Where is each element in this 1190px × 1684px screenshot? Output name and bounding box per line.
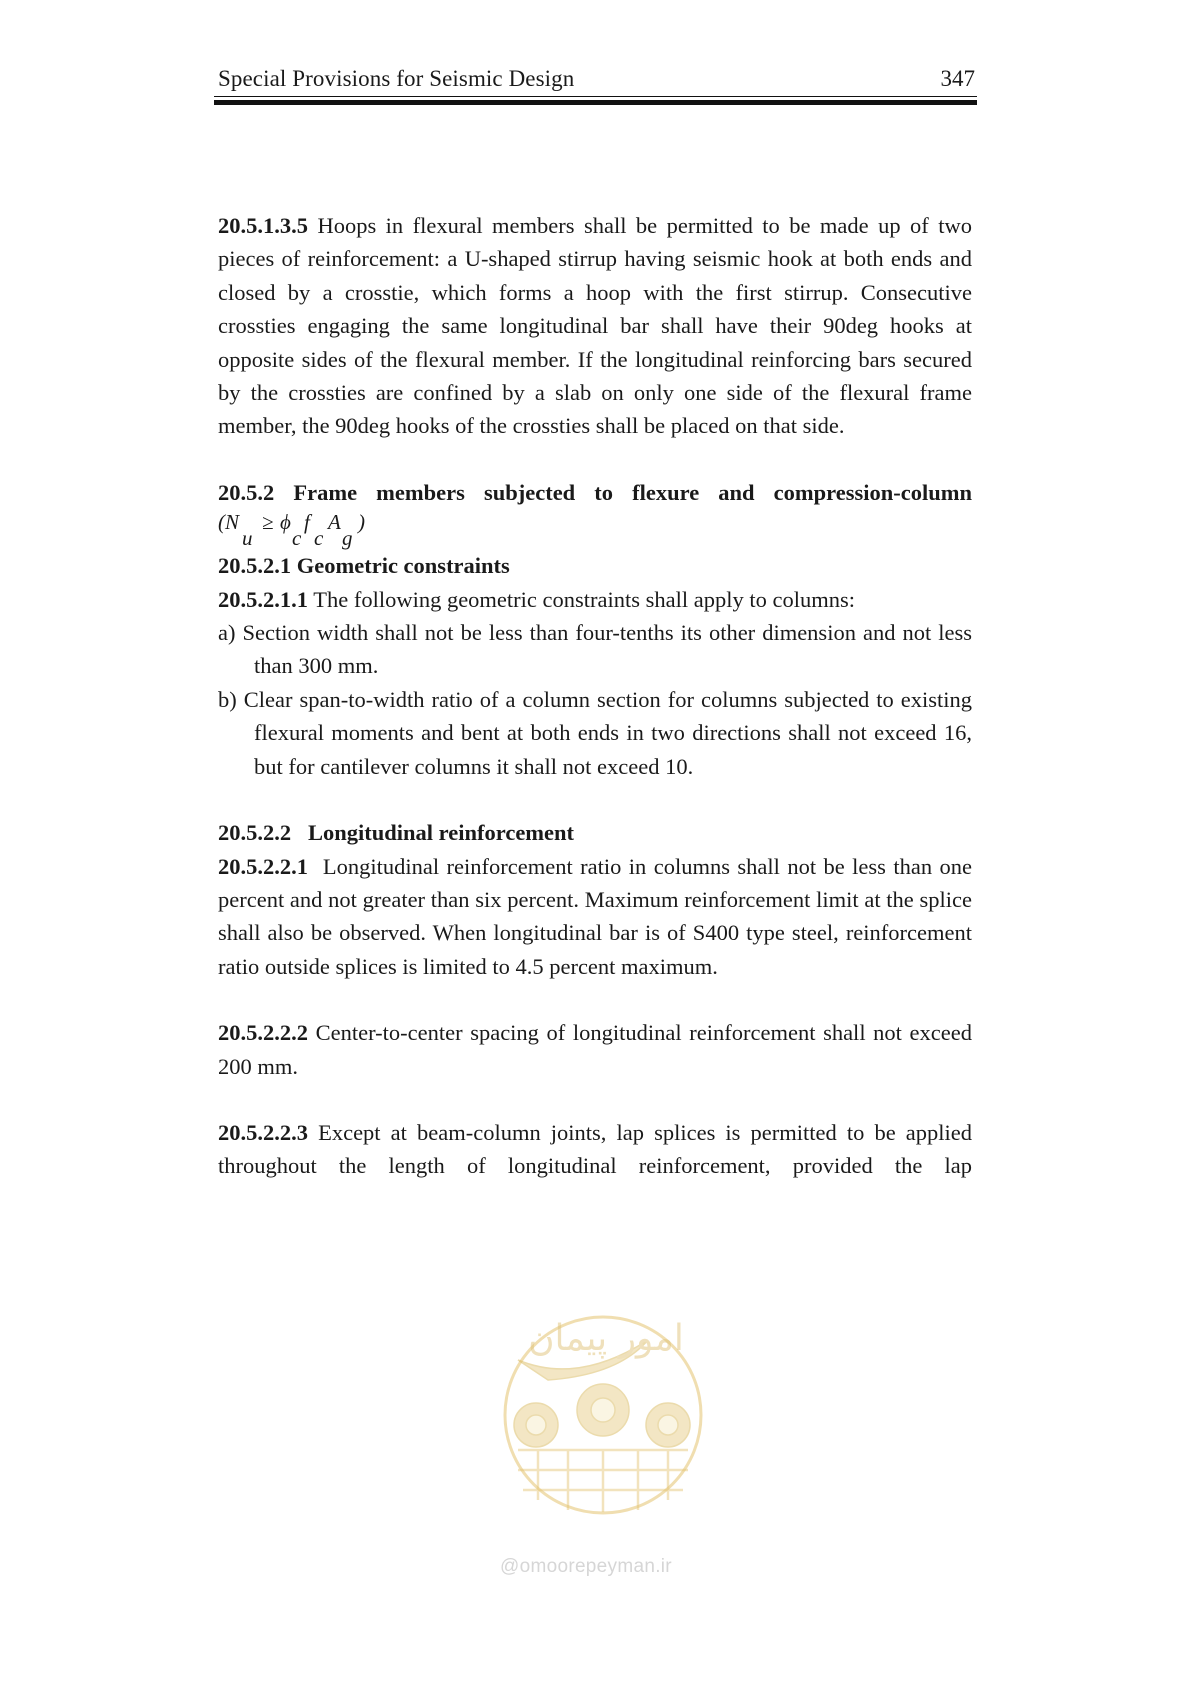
clause-number: 20.5.1.3.5 [218,213,308,238]
clause-number: 20.5.2.2.3 [218,1119,308,1145]
clause-20-5-2-2-2 [218,1016,972,1083]
clause-20-5-2-2-3 [218,1116,972,1183]
clause-text: The following geometric constraints shall apply to columns: [313,586,855,612]
clause-number: 20.5.2.1.1 [218,586,308,612]
clause-number: 20.5.2.2.1 [218,853,308,879]
clause-number: 20.5.2.2.2 [218,1020,308,1046]
watermark-logo [488,1300,718,1580]
running-header-title: Special Provisions for Seismic Design [218,66,575,91]
page-body [218,209,972,1183]
clause-text: Hoops in flexural members shall be permitted to be made up of two pieces of reinforcement: a U-shaped stirrup having seismic hook at both ends and closed by a crosstie, which forms a hoop with the first stirrup. Consecutive crossties engaging the same longitudinal bar shall have their 90deg hooks at opposite sides of the flexural member. If the longitudinal reinforcing bars secured by the crossties are confined by a slab on only one side of the flexural frame member, the 90deg hooks of the crossties shall be placed on that side. [218,213,972,439]
watermark-url: @omoorepeyman.ir [500,1556,672,1577]
clause-text: Except at beam-column joints, lap splices is permitted to be applied throughout the length of longitudinal reinforcement, provided the lap [218,1119,972,1179]
running-header [218,62,977,98]
clause-text: Center-to-center spacing of longitudinal reinforcement shall not exceed 200 mm. [218,1020,972,1079]
clause-20-5-2-1-1 [218,583,972,616]
clause-20-5-2-2-1 [218,850,972,984]
header-rule-thick [214,100,977,105]
section-heading-20-5-2-1: 20.5.2.1 Geometric constraints [218,553,510,579]
section-heading-20-5-2-2: 20.5.2.2 Longitudinal reinforcement [218,820,575,846]
page-number: 347 [940,66,975,91]
watermark-logo-text: امور پیمان [528,1318,684,1359]
list-item-a: a) Section width shall not be less than four-tenths its other dimension and not less than 300 mm. [218,620,972,679]
axial-load-formula: (N u ≥ ϕ c f c A g ) [218,510,365,551]
section-heading-20-5-2: 20.5.2 Frame members subjected to flexure and compression-column [218,479,972,505]
list-item-b: b) Clear span-to-width ratio of a column section for columns subjected to existing flexural moments and bent at both ends in two directions shall not exceed 16, but for cantilever columns it shall not exceed 10. [218,686,972,779]
clause-text: Longitudinal reinforcement ratio in columns shall not be less than one percent and not greater than six percent. Maximum reinforcement limit at the splice shall also be observed. When longitudinal bar is of S400 type steel, reinforcement ratio outside splices is limited to 4.5 percent maximum. [218,853,972,979]
clause-20-5-1-3-5 [218,209,972,443]
header-rule-thin [214,96,977,97]
